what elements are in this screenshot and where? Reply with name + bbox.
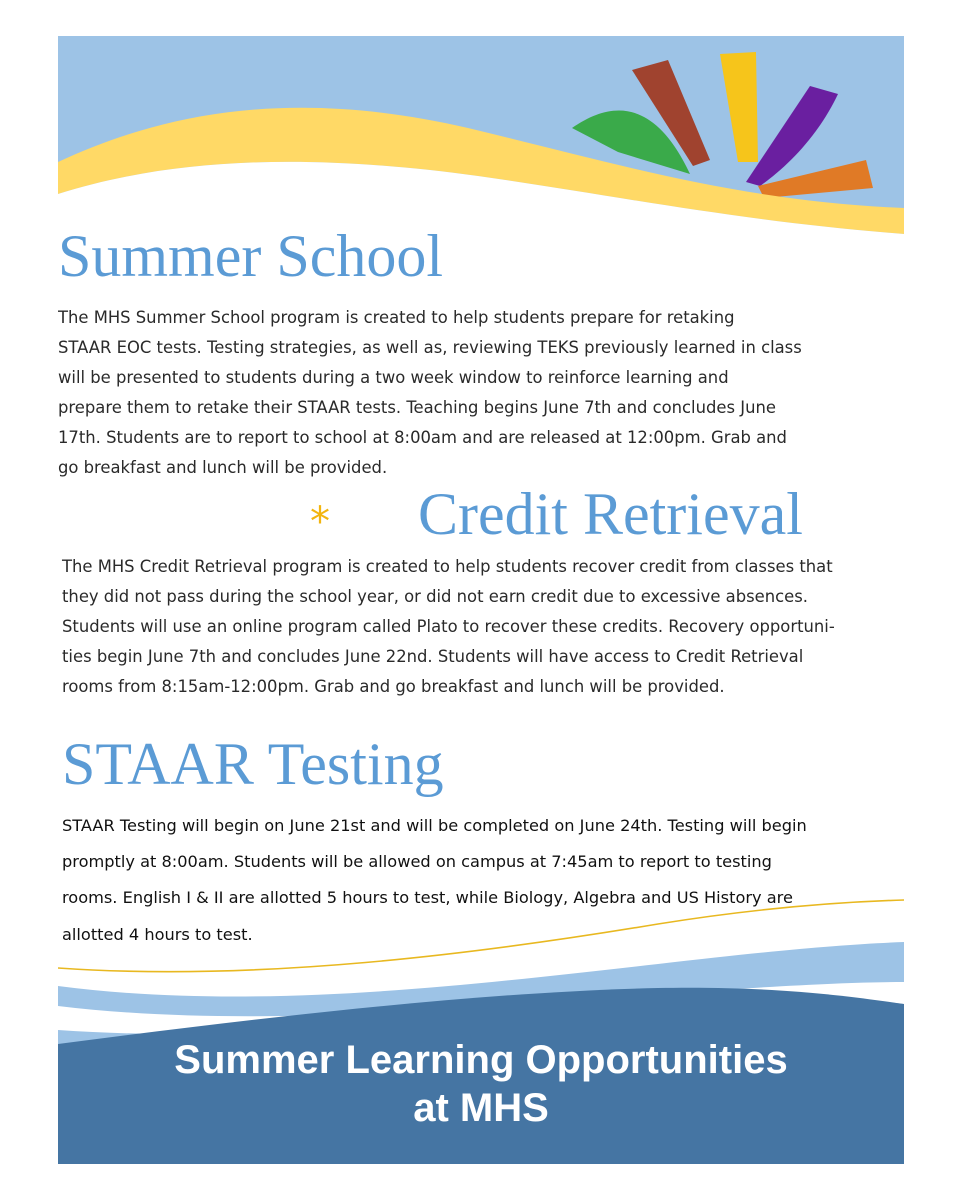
credit-retrieval-line: ties begin June 7th and concludes June 22nd. Students will have access to Credit Retrieval: [62, 647, 804, 666]
header-sun-graphic: [58, 36, 904, 246]
staar-testing-line: STAAR Testing will begin on June 21st and will be completed on June 24th. Testing will begin: [62, 816, 807, 835]
staar-testing-line: allotted 4 hours to test.: [62, 925, 253, 944]
summer-school-line: 17th. Students are to report to school at 8:00am and are released at 12:00pm. Grab and: [58, 428, 787, 447]
banner-title-line: Summer Learning Opportunities: [174, 1038, 788, 1082]
summer-school-line: will be presented to students during a two week window to reinforce learning and: [58, 368, 729, 387]
credit-retrieval-paragraph: [62, 552, 835, 702]
summer-school-heading: Summer School: [58, 223, 443, 289]
credit-retrieval-line: Students will use an online program called Plato to recover these credits. Recovery opportuni-: [62, 617, 835, 636]
summer-school-line: prepare them to retake their STAAR tests. Teaching begins June 7th and concludes June: [58, 398, 776, 417]
staar-testing-heading: STAAR Testing: [62, 731, 444, 797]
credit-retrieval-line: they did not pass during the school year, or did not earn credit due to excessive absences.: [62, 587, 808, 606]
credit-retrieval-line: rooms from 8:15am-12:00pm. Grab and go breakfast and lunch will be provided.: [62, 677, 725, 696]
credit-retrieval-heading: Credit Retrieval: [418, 481, 803, 547]
staar-testing-line: promptly at 8:00am. Students will be allowed on campus at 7:45am to report to testing: [62, 852, 772, 871]
summer-school-paragraph: [58, 303, 802, 483]
banner-title-line: at MHS: [413, 1086, 549, 1130]
banner-title: [58, 1036, 904, 1132]
staar-testing-line: rooms. English I & II are allotted 5 hours to test, while Biology, Algebra and US History are: [62, 888, 793, 907]
summer-school-line: go breakfast and lunch will be provided.: [58, 458, 388, 477]
summer-school-line: STAAR EOC tests. Testing strategies, as well as, reviewing TEKS previously learned in class: [58, 338, 802, 357]
summer-school-line: The MHS Summer School program is created to help students prepare for retaking: [58, 308, 735, 327]
credit-retrieval-line: The MHS Credit Retrieval program is created to help students recover credit from classes that: [62, 557, 833, 576]
asterisk-decoration: *: [310, 499, 330, 545]
flyer: [58, 36, 904, 1164]
